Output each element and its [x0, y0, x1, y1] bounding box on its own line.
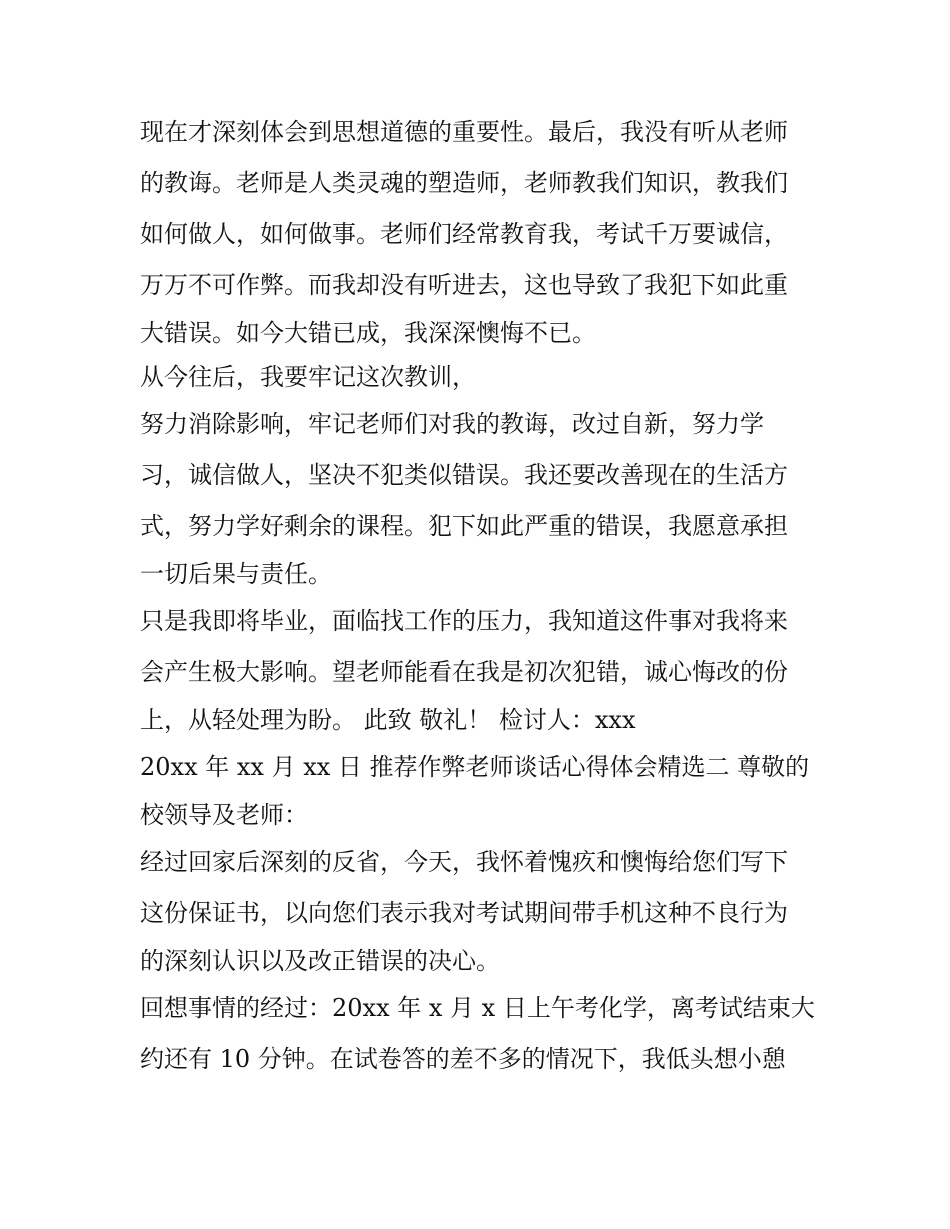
text-line: 努力消除影响，牢记老师们对我的教诲，改过自新，努力学 — [140, 410, 764, 438]
text-line: 经过回家后深刻的反省，今天，我怀着愧疚和懊悔给您们写下 — [140, 848, 788, 876]
text-line: 从今往后，我要牢记这次教训， — [140, 363, 476, 391]
text-line: 的教诲。老师是人类灵魂的塑造师，老师教我们知识，教我们 — [140, 169, 788, 197]
text-line: 会产生极大影响。望老师能看在我是初次犯错，诚心悔改的份 — [140, 658, 788, 686]
text-line: 式，努力学好剩余的课程。犯下如此严重的错误，我愿意承担 — [140, 512, 788, 540]
text-line: 习，诚信做人，坚决不犯类似错误。我还要改善现在的生活方 — [140, 461, 788, 489]
text-line: 校领导及老师： — [140, 801, 308, 829]
text-line: 20xx 年 xx 月 xx 日 推荐作弊老师谈话心得体会精选二 尊敬的 — [140, 753, 810, 781]
text-line: 只是我即将毕业，面临找工作的压力，我知道这件事对我将来 — [140, 607, 788, 635]
text-line: 约还有 10 分钟。在试卷答的差不多的情况下，我低头想小憩 — [140, 1045, 786, 1073]
text-line: 上，从轻处理为盼。 此致 敬礼！ 检讨人：xxx — [140, 706, 636, 734]
text-line: 现在才深刻体会到思想道德的重要性。最后，我没有听从老师 — [140, 118, 788, 146]
text-line: 大错误。如今大错已成，我深深懊悔不已。 — [140, 319, 596, 347]
text-line: 万万不可作弊。而我却没有听进去，这也导致了我犯下如此重 — [140, 271, 788, 299]
text-line: 这份保证书，以向您们表示我对考试期间带手机这种不良行为 — [140, 899, 788, 927]
text-line: 一切后果与责任。 — [140, 560, 332, 588]
text-line: 的深刻认识以及改正错误的决心。 — [140, 947, 500, 975]
document-body — [140, 107, 820, 1085]
text-line: 如何做人，如何做事。老师们经常教育我，考试千万要诚信， — [140, 220, 788, 248]
text-line: 回想事情的经过：20xx 年 x 月 x 日上午考化学，离考试结束大 — [140, 994, 815, 1022]
